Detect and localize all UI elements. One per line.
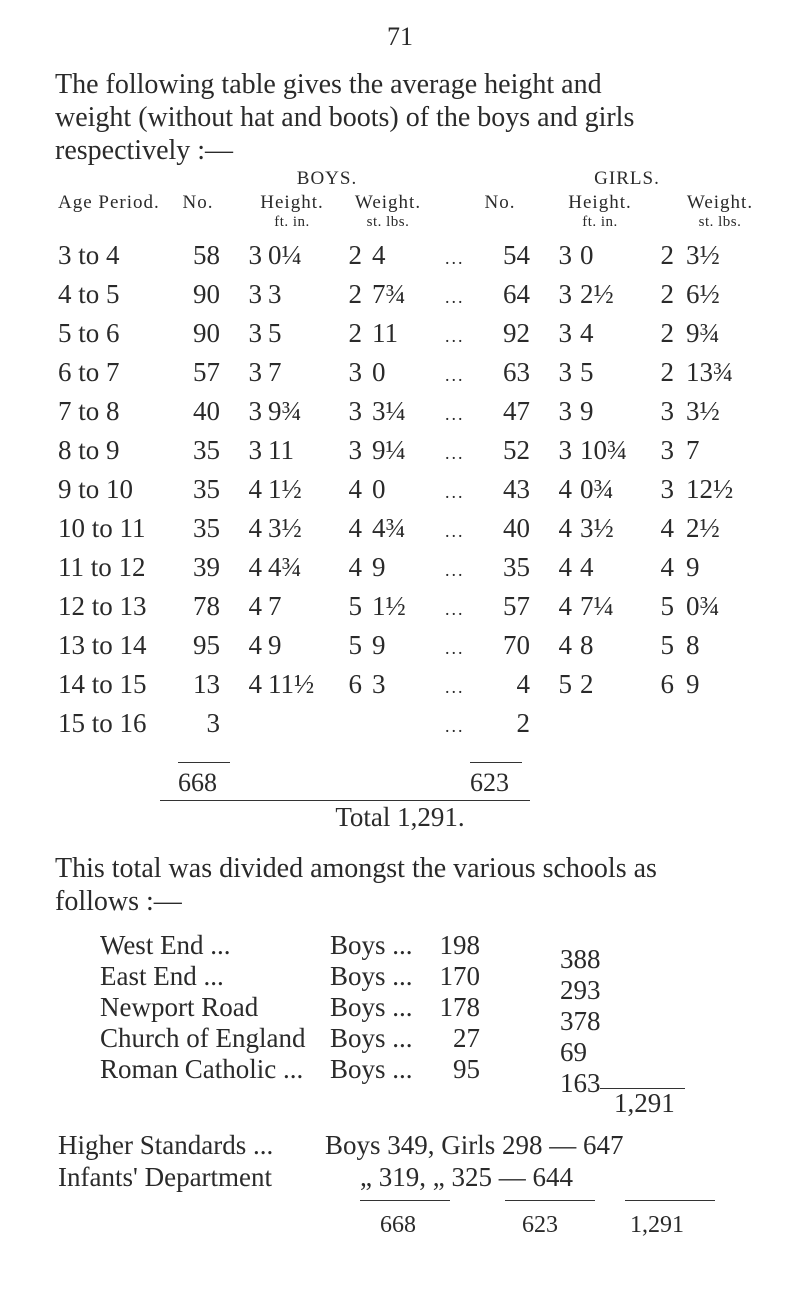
girls-lbs-cell: 3½ bbox=[686, 240, 720, 270]
girls-no-cell: 2 bbox=[516, 708, 530, 738]
boys-no-cell: 35 bbox=[193, 513, 220, 543]
footer-girls-rule bbox=[505, 1200, 595, 1201]
girls-st-cell: 4 bbox=[660, 513, 674, 543]
boys-no-cell: 39 bbox=[193, 552, 220, 582]
age-period-cell: 7 to 8 bbox=[58, 396, 120, 426]
footer-boys-total: 668 bbox=[380, 1212, 416, 1238]
boys-label: Boys ... bbox=[330, 1054, 413, 1084]
age-period-cell: 5 to 6 bbox=[58, 318, 120, 348]
age-period-cell: 6 to 7 bbox=[58, 357, 120, 387]
leader-dots: ... bbox=[445, 404, 465, 424]
leader-dots: ... bbox=[445, 599, 465, 619]
boys-st-cell: 5 bbox=[348, 630, 362, 660]
boys-total-rule bbox=[178, 762, 230, 763]
girls-ft-cell: 4 bbox=[558, 552, 572, 582]
boys-ft-cell: 4 bbox=[248, 474, 262, 504]
boys-in-cell: 7 bbox=[268, 591, 282, 621]
girls-no-cell: 40 bbox=[503, 513, 530, 543]
girls-no-cell: 52 bbox=[503, 435, 530, 465]
girls-st-cell: 2 bbox=[660, 279, 674, 309]
boys-ft-cell: 4 bbox=[248, 552, 262, 582]
grand-total: Total 1,291. bbox=[335, 802, 465, 832]
boys-lbs-cell: 0 bbox=[372, 357, 386, 387]
boys-st-cell: 6 bbox=[348, 669, 362, 699]
page-number: 71 bbox=[387, 22, 413, 51]
boys-no-cell: 35 bbox=[193, 435, 220, 465]
infants-label: Infants' Department bbox=[58, 1162, 273, 1192]
girls-lbs-cell: 9¾ bbox=[686, 318, 720, 348]
girls-st-cell: 5 bbox=[660, 630, 674, 660]
girls-lbs-cell: 3½ bbox=[686, 396, 720, 426]
school-subtotal: 378 bbox=[560, 1006, 601, 1036]
girls-lbs-cell: 7 bbox=[686, 435, 700, 465]
boys-label: Boys ... bbox=[330, 992, 413, 1022]
age-period-header: Age Period. bbox=[58, 192, 160, 213]
girls-in-cell: 10¾ bbox=[580, 435, 628, 465]
boys-height-header: Height. bbox=[260, 192, 324, 213]
boys-in-cell: 9¾ bbox=[268, 396, 302, 426]
table-row bbox=[0, 435, 800, 471]
boys-ft-cell: 3 bbox=[248, 240, 262, 270]
boys-lbs-cell: 9 bbox=[372, 630, 386, 660]
table-row bbox=[0, 669, 800, 705]
boys-no-cell: 40 bbox=[193, 396, 220, 426]
boys-ft-cell: 4 bbox=[248, 513, 262, 543]
school-subtotal: 293 bbox=[560, 975, 601, 1005]
boys-no-cell: 57 bbox=[193, 357, 220, 387]
girls-no-cell: 64 bbox=[503, 279, 530, 309]
boys-st-cell: 2 bbox=[348, 279, 362, 309]
girls-in-cell: 7¼ bbox=[580, 591, 614, 621]
girls-st-cell: 3 bbox=[660, 396, 674, 426]
boys-ft-cell: 4 bbox=[248, 669, 262, 699]
girls-lbs-cell: 0¾ bbox=[686, 591, 720, 621]
age-period-cell: 11 to 12 bbox=[58, 552, 146, 582]
boys-no-cell: 3 bbox=[206, 708, 220, 738]
girls-no-cell: 63 bbox=[503, 357, 530, 387]
girls-no-cell: 35 bbox=[503, 552, 530, 582]
boys-st-lbs-units: st. lbs. bbox=[366, 214, 410, 230]
table-row bbox=[0, 708, 800, 744]
boys-lbs-cell: 7¾ bbox=[372, 279, 406, 309]
leader-dots: ... bbox=[445, 482, 465, 502]
boys-lbs-cell: 1½ bbox=[372, 591, 406, 621]
boys-in-cell: 1½ bbox=[268, 474, 302, 504]
girls-ft-cell: 4 bbox=[558, 591, 572, 621]
table-row bbox=[0, 279, 800, 315]
girls-lbs-cell: 9 bbox=[686, 552, 700, 582]
boys-in-cell: 3½ bbox=[268, 513, 302, 543]
school-subtotal: 163 bbox=[560, 1068, 601, 1098]
boys-st-cell: 5 bbox=[348, 591, 362, 621]
boys-ft-cell: 4 bbox=[248, 630, 262, 660]
girls-st-cell: 4 bbox=[660, 552, 674, 582]
girls-st-cell: 2 bbox=[660, 240, 674, 270]
boys-ft-cell: 3 bbox=[248, 318, 262, 348]
girls-in-cell: 4 bbox=[580, 318, 594, 348]
higher-standards-figures: Boys 349, Girls 298 — 647 bbox=[325, 1130, 624, 1160]
boys-st-cell: 3 bbox=[348, 435, 362, 465]
boys-in-cell: 4¾ bbox=[268, 552, 302, 582]
girls-weight-header: Weight. bbox=[686, 192, 754, 213]
boys-no-cell: 90 bbox=[193, 279, 220, 309]
girls-total-rule bbox=[470, 762, 522, 763]
girls-ft-cell: 3 bbox=[558, 357, 572, 387]
footer-girls-total: 623 bbox=[522, 1212, 558, 1238]
age-period-cell: 9 to 10 bbox=[58, 474, 134, 504]
age-period-cell: 15 to 16 bbox=[58, 708, 147, 738]
boys-count: 170 bbox=[439, 961, 480, 991]
girls-st-cell: 3 bbox=[660, 474, 674, 504]
girls-lbs-cell: 9 bbox=[686, 669, 700, 699]
girls-total: 623 bbox=[470, 768, 509, 797]
division-paragraph bbox=[55, 852, 775, 918]
boys-st-cell: 4 bbox=[348, 474, 362, 504]
boys-label: Boys ... bbox=[330, 1023, 413, 1053]
boys-no-cell: 58 bbox=[193, 240, 220, 270]
intro-line: respectively :— bbox=[55, 135, 234, 166]
age-period-cell: 13 to 14 bbox=[58, 630, 147, 660]
girls-st-cell: 2 bbox=[660, 357, 674, 387]
leader-dots: ... bbox=[445, 443, 465, 463]
age-period-cell: 3 to 4 bbox=[58, 240, 120, 270]
boys-lbs-cell: 0 bbox=[372, 474, 386, 504]
boys-no-cell: 78 bbox=[193, 591, 220, 621]
school-subtotal: 69 bbox=[560, 1037, 587, 1067]
girls-ft-cell: 5 bbox=[558, 669, 572, 699]
girls-no-header: No. bbox=[484, 192, 516, 213]
leader-dots: ... bbox=[445, 326, 465, 346]
boys-count: 95 bbox=[453, 1054, 480, 1084]
higher-standards-label: Higher Standards ... bbox=[58, 1130, 274, 1160]
leader-dots: ... bbox=[445, 248, 465, 268]
boys-ft-cell: 3 bbox=[248, 435, 262, 465]
girls-lbs-cell: 12½ bbox=[686, 474, 734, 504]
table-row bbox=[0, 357, 800, 393]
girls-st-cell: 5 bbox=[660, 591, 674, 621]
intro-line: The following table gives the average height and bbox=[55, 69, 602, 100]
age-period-cell: 8 to 9 bbox=[58, 435, 120, 465]
girls-no-cell: 57 bbox=[503, 591, 530, 621]
girls-in-cell: 4 bbox=[580, 552, 594, 582]
girls-no-cell: 4 bbox=[516, 669, 530, 699]
boys-no-cell: 13 bbox=[193, 669, 220, 699]
boys-no-cell: 95 bbox=[193, 630, 220, 660]
boys-count: 27 bbox=[453, 1023, 480, 1053]
girls-ft-cell: 3 bbox=[558, 396, 572, 426]
girls-no-cell: 92 bbox=[503, 318, 530, 348]
table-row bbox=[0, 630, 800, 666]
leader-dots: ... bbox=[445, 638, 465, 658]
school-name: East End ... bbox=[100, 961, 224, 991]
girls-lbs-cell: 6½ bbox=[686, 279, 720, 309]
boys-st-cell: 4 bbox=[348, 513, 362, 543]
schools-total: 1,291 bbox=[614, 1088, 675, 1118]
boys-no-header: No. bbox=[182, 192, 214, 213]
girls-lbs-cell: 2½ bbox=[686, 513, 720, 543]
age-period-cell: 12 to 13 bbox=[58, 591, 147, 621]
boys-ft-cell: 3 bbox=[248, 396, 262, 426]
school-name: West End ... bbox=[100, 930, 231, 960]
boys-lbs-cell: 3 bbox=[372, 669, 386, 699]
school-name: Roman Catholic ... bbox=[100, 1054, 304, 1084]
girls-ft-in-units: ft. in. bbox=[582, 214, 618, 230]
intro-line: weight (without hat and boots) of the boys and girls bbox=[55, 102, 635, 133]
girls-ft-cell: 3 bbox=[558, 240, 572, 270]
boys-in-cell: 0¼ bbox=[268, 240, 302, 270]
leader-dots: ... bbox=[445, 521, 465, 541]
girls-lbs-cell: 8 bbox=[686, 630, 700, 660]
boys-label: Boys ... bbox=[330, 961, 413, 991]
table-row bbox=[0, 396, 800, 432]
age-period-cell: 14 to 15 bbox=[58, 669, 147, 699]
girls-ft-cell: 3 bbox=[558, 435, 572, 465]
girls-in-cell: 0 bbox=[580, 240, 594, 270]
boys-count: 198 bbox=[439, 930, 480, 960]
leader-dots: ... bbox=[445, 716, 465, 736]
boys-label: Boys ... bbox=[330, 930, 413, 960]
leader-dots: ... bbox=[445, 677, 465, 697]
girls-height-header: Height. bbox=[568, 192, 632, 213]
boys-st-cell: 2 bbox=[348, 318, 362, 348]
girls-in-cell: 3½ bbox=[580, 513, 614, 543]
intro-paragraph bbox=[55, 68, 755, 167]
girls-no-cell: 54 bbox=[503, 240, 530, 270]
table-row bbox=[0, 240, 800, 276]
girls-header: GIRLS. bbox=[594, 168, 660, 189]
para-line: follows :— bbox=[55, 886, 182, 917]
boys-lbs-cell: 4¾ bbox=[372, 513, 406, 543]
infants-figures: „ 319, „ 325 — 644 bbox=[360, 1162, 573, 1192]
girls-in-cell: 5 bbox=[580, 357, 594, 387]
girls-st-cell: 6 bbox=[660, 669, 674, 699]
girls-ft-cell: 4 bbox=[558, 474, 572, 504]
table-row bbox=[0, 318, 800, 354]
total-brace-rule bbox=[160, 800, 530, 801]
boys-no-cell: 35 bbox=[193, 474, 220, 504]
boys-lbs-cell: 11 bbox=[372, 318, 398, 348]
girls-ft-cell: 4 bbox=[558, 630, 572, 660]
girls-st-cell: 3 bbox=[660, 435, 674, 465]
girls-ft-cell: 3 bbox=[558, 279, 572, 309]
table-row bbox=[0, 513, 800, 549]
girls-ft-cell: 3 bbox=[558, 318, 572, 348]
boys-in-cell: 9 bbox=[268, 630, 282, 660]
school-name: Church of England bbox=[100, 1023, 306, 1053]
boys-st-cell: 4 bbox=[348, 552, 362, 582]
boys-weight-header: Weight. bbox=[354, 192, 422, 213]
girls-no-cell: 43 bbox=[503, 474, 530, 504]
school-subtotal: 388 bbox=[560, 944, 601, 974]
boys-ft-cell: 3 bbox=[248, 357, 262, 387]
boys-lbs-cell: 9 bbox=[372, 552, 386, 582]
boys-st-cell: 3 bbox=[348, 396, 362, 426]
girls-no-cell: 70 bbox=[503, 630, 530, 660]
footer-boys-rule bbox=[360, 1200, 450, 1201]
boys-lbs-cell: 3¼ bbox=[372, 396, 406, 426]
girls-st-lbs-units: st. lbs. bbox=[698, 214, 742, 230]
boys-in-cell: 11 bbox=[268, 435, 294, 465]
school-name: Newport Road bbox=[100, 992, 259, 1022]
leader-dots: ... bbox=[445, 560, 465, 580]
footer-all-total: 1,291 bbox=[630, 1212, 684, 1238]
girls-st-cell: 2 bbox=[660, 318, 674, 348]
boys-ft-cell: 4 bbox=[248, 591, 262, 621]
girls-ft-cell: 4 bbox=[558, 513, 572, 543]
boys-in-cell: 7 bbox=[268, 357, 282, 387]
para-line: This total was divided amongst the various schools as bbox=[55, 853, 657, 884]
age-period-cell: 10 to 11 bbox=[58, 513, 146, 543]
girls-lbs-cell: 13¾ bbox=[686, 357, 734, 387]
boys-st-cell: 2 bbox=[348, 240, 362, 270]
boys-in-cell: 3 bbox=[268, 279, 282, 309]
girls-in-cell: 2 bbox=[580, 669, 594, 699]
table-row bbox=[0, 591, 800, 627]
boys-no-cell: 90 bbox=[193, 318, 220, 348]
boys-total: 668 bbox=[178, 768, 217, 797]
girls-in-cell: 0¾ bbox=[580, 474, 614, 504]
boys-in-cell: 5 bbox=[268, 318, 282, 348]
leader-dots: ... bbox=[445, 365, 465, 385]
girls-no-cell: 47 bbox=[503, 396, 530, 426]
girls-in-cell: 2½ bbox=[580, 279, 614, 309]
boys-in-cell: 11½ bbox=[268, 669, 315, 699]
boys-header: BOYS. bbox=[296, 168, 358, 189]
boys-ft-cell: 3 bbox=[248, 279, 262, 309]
boys-lbs-cell: 9¼ bbox=[372, 435, 406, 465]
age-period-cell: 4 to 5 bbox=[58, 279, 120, 309]
footer-all-rule bbox=[625, 1200, 715, 1201]
boys-count: 178 bbox=[439, 992, 480, 1022]
girls-in-cell: 9 bbox=[580, 396, 594, 426]
boys-lbs-cell: 4 bbox=[372, 240, 386, 270]
table-row bbox=[0, 474, 800, 510]
boys-ft-in-units: ft. in. bbox=[274, 214, 310, 230]
girls-in-cell: 8 bbox=[580, 630, 594, 660]
boys-st-cell: 3 bbox=[348, 357, 362, 387]
table-row bbox=[0, 552, 800, 588]
leader-dots: ... bbox=[445, 287, 465, 307]
